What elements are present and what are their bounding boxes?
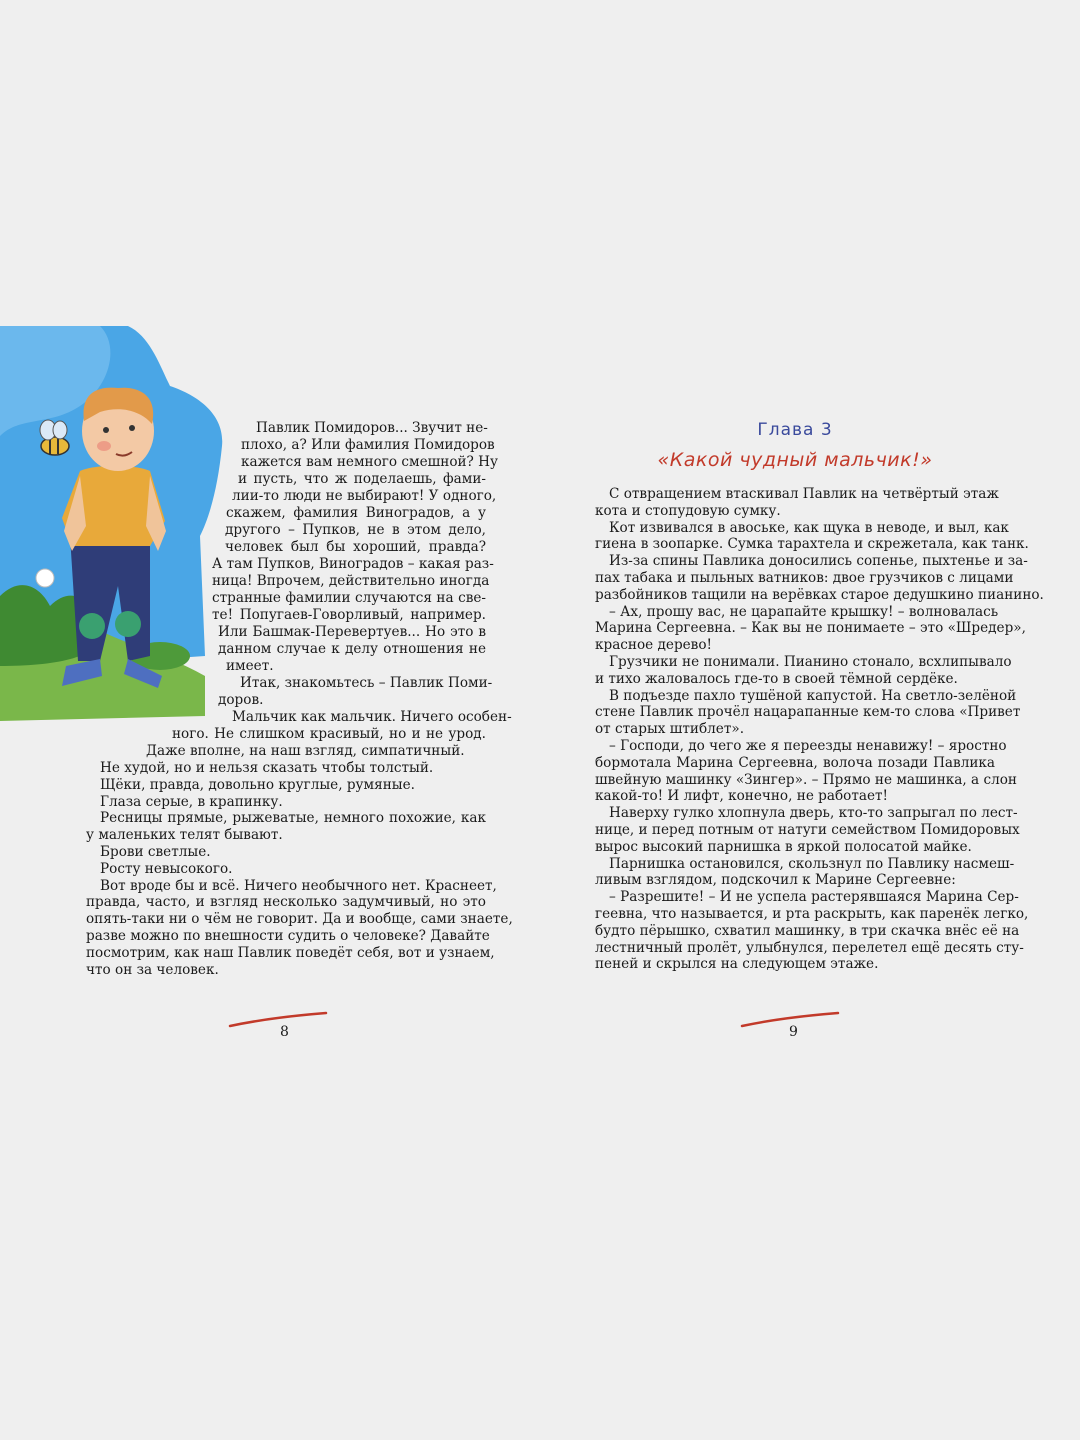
text-line: лии-то люди не выбирают! У одного, bbox=[232, 488, 497, 504]
text-line: доров. bbox=[218, 692, 264, 708]
boy-eye-right bbox=[129, 425, 135, 431]
text-line: Мальчик как мальчик. Ничего особен- bbox=[232, 709, 512, 725]
text-line: А там Пупков, Виноградов – какая раз- bbox=[212, 556, 494, 572]
text-line: Грузчики не понимали. Пианино стонало, всхлипывало bbox=[609, 653, 1012, 670]
text-line: пах табака и пыльных ватников: двое грузчиков с лицами bbox=[595, 569, 1014, 586]
text-line: человек был бы хороший, правда? bbox=[225, 539, 486, 555]
chapter-label: Глава 3 bbox=[757, 420, 833, 440]
text-line: Ресницы прямые, рыжеватые, немного похожие, как bbox=[100, 810, 486, 827]
right-page-text bbox=[595, 486, 1044, 973]
text-line: Росту невысокого. bbox=[100, 860, 233, 877]
text-line: Или Башмак-Перевертуев... Но это в bbox=[218, 624, 486, 640]
text-line: С отвращением втаскивал Павлик на четвёртый этаж bbox=[609, 486, 999, 502]
boy-cheek bbox=[97, 441, 111, 451]
text-line: Марина Сергеевна. – Как вы не понимаете – это «Шредер», bbox=[595, 620, 1026, 637]
text-line: те! Попугаев-Говорливый, например. bbox=[212, 607, 486, 623]
text-line: странные фамилии случаются на све- bbox=[212, 590, 486, 606]
dandelion bbox=[36, 569, 54, 587]
knee-patch-left bbox=[79, 613, 105, 639]
text-line: разбойников тащили на верёвках старое дедушкино пианино. bbox=[595, 586, 1044, 603]
text-line: кажется вам немного смешной? Ну bbox=[241, 454, 499, 470]
text-line: плохо, а? Или фамилия Помидоров bbox=[241, 437, 495, 453]
page-number-right: 9 bbox=[789, 1024, 798, 1040]
text-line: у маленьких телят бывают. bbox=[86, 827, 283, 844]
text-line: красное дерево! bbox=[595, 637, 712, 654]
text-line: и пусть, что ж поделаешь, фами- bbox=[238, 471, 486, 487]
text-line: нице, и перед потным от натуги семейством Помидоровых bbox=[595, 821, 1020, 838]
text-line: – Разрешите! – И не успела растерявшаяся Марина Сер- bbox=[609, 889, 1019, 906]
text-line: Даже вполне, на наш взгляд, симпатичный. bbox=[146, 743, 465, 759]
text-line: ница! Впрочем, действительно иногда bbox=[212, 573, 490, 589]
text-line: будто пёрышко, схватил машинку, в три скачка внёс её на bbox=[595, 922, 1020, 939]
chapter-title: «Какой чудный мальчик!» bbox=[657, 449, 933, 471]
text-line: Брови светлые. bbox=[100, 843, 211, 860]
text-line: скажем, фамилия Виноградов, а у bbox=[226, 505, 486, 521]
text-line: данном случае к делу отношения не bbox=[218, 641, 486, 657]
text-line: и тихо жаловалось где-то в своей тёмной сердёке. bbox=[595, 670, 958, 687]
text-line: правда, часто, и взгляд несколько задумчивый, но это bbox=[86, 894, 486, 911]
boy-illustration bbox=[0, 326, 232, 726]
text-line: опять-таки ни о чём не говорит. Да и вообще, сами знаете, bbox=[86, 911, 513, 928]
text-line: Щёки, правда, довольно круглые, румяные. bbox=[100, 776, 415, 793]
text-line: кота и стопудовую сумку. bbox=[595, 502, 781, 519]
text-line: другого – Пупков, не в этом дело, bbox=[225, 522, 486, 538]
left-page-text bbox=[86, 760, 513, 978]
text-line: Не худой, но и нельзя сказать чтобы толстый. bbox=[100, 760, 434, 776]
text-line: ливым взглядом, подскочил к Марине Сергеевне: bbox=[595, 872, 956, 889]
text-line: Вот вроде бы и всё. Ничего необычного нет. Краснеет, bbox=[100, 877, 497, 894]
text-line: от старых штиблет». bbox=[595, 721, 745, 738]
page-stroke-left bbox=[228, 1010, 328, 1030]
text-line: – Господи, до чего же я переезды ненавижу! – яростно bbox=[609, 737, 1007, 754]
text-line: В подъезде пахло тушёной капустой. На светло-зелёной bbox=[609, 687, 1017, 704]
text-line: бормотала Марина Сергеевна, волоча позади Павлика bbox=[595, 754, 995, 771]
knee-patch-right bbox=[115, 611, 141, 637]
boy-eye-left bbox=[103, 427, 109, 433]
text-line: стене Павлик прочёл нацарапанные кем-то слова «Привет bbox=[595, 704, 1021, 721]
text-line: лестничный пролёт, улыбнулся, перелетел ещё десять сту- bbox=[595, 939, 1024, 956]
text-line: что он за человек. bbox=[86, 961, 219, 978]
page-number-left: 8 bbox=[280, 1024, 289, 1040]
text-line: посмотрим, как наш Павлик поведёт себя, вот и узнаем, bbox=[86, 944, 495, 961]
text-line: – Ах, прошу вас, не царапайте крышку! – волновалась bbox=[609, 603, 999, 620]
text-line: швейную машинку «Зингер». – Прямо не машинка, а слон bbox=[595, 771, 1017, 788]
text-line: разве можно по внешности судить о человеке? Давайте bbox=[86, 927, 490, 944]
text-line: какой-то! И лифт, конечно, не работает! bbox=[595, 788, 889, 805]
text-line: пеней и скрылся на следующем этаже. bbox=[595, 956, 879, 973]
text-line: Из-за спины Павлика доносились сопенье, пыхтенье и за- bbox=[609, 553, 1028, 570]
text-line: Кот извивался в авоське, как щука в неводе, и выл, как bbox=[609, 519, 1009, 536]
text-line: геевна, что называется, и рта раскрыть, как паренёк легко, bbox=[595, 905, 1029, 922]
text-line: Глаза серые, в крапинку. bbox=[100, 793, 283, 810]
text-line: Парнишка остановился, скользнул по Павлику насмеш- bbox=[609, 855, 1015, 872]
text-line: Наверху гулко хлопнула дверь, кто-то запрыгал по лест- bbox=[609, 805, 1018, 822]
text-line: ного. Не слишком красивый, но и не урод. bbox=[172, 726, 486, 742]
text-line: Павлик Помидоров... Звучит не- bbox=[256, 420, 488, 436]
text-line: вырос высокий парнишка в яркой полосатой майке. bbox=[595, 838, 972, 855]
text-line: Итак, знакомьтесь – Павлик Поми- bbox=[240, 675, 493, 691]
text-line: имеет. bbox=[226, 658, 274, 674]
text-line: гиена в зоопарке. Сумка тарахтела и скрежетала, как танк. bbox=[595, 536, 1029, 553]
